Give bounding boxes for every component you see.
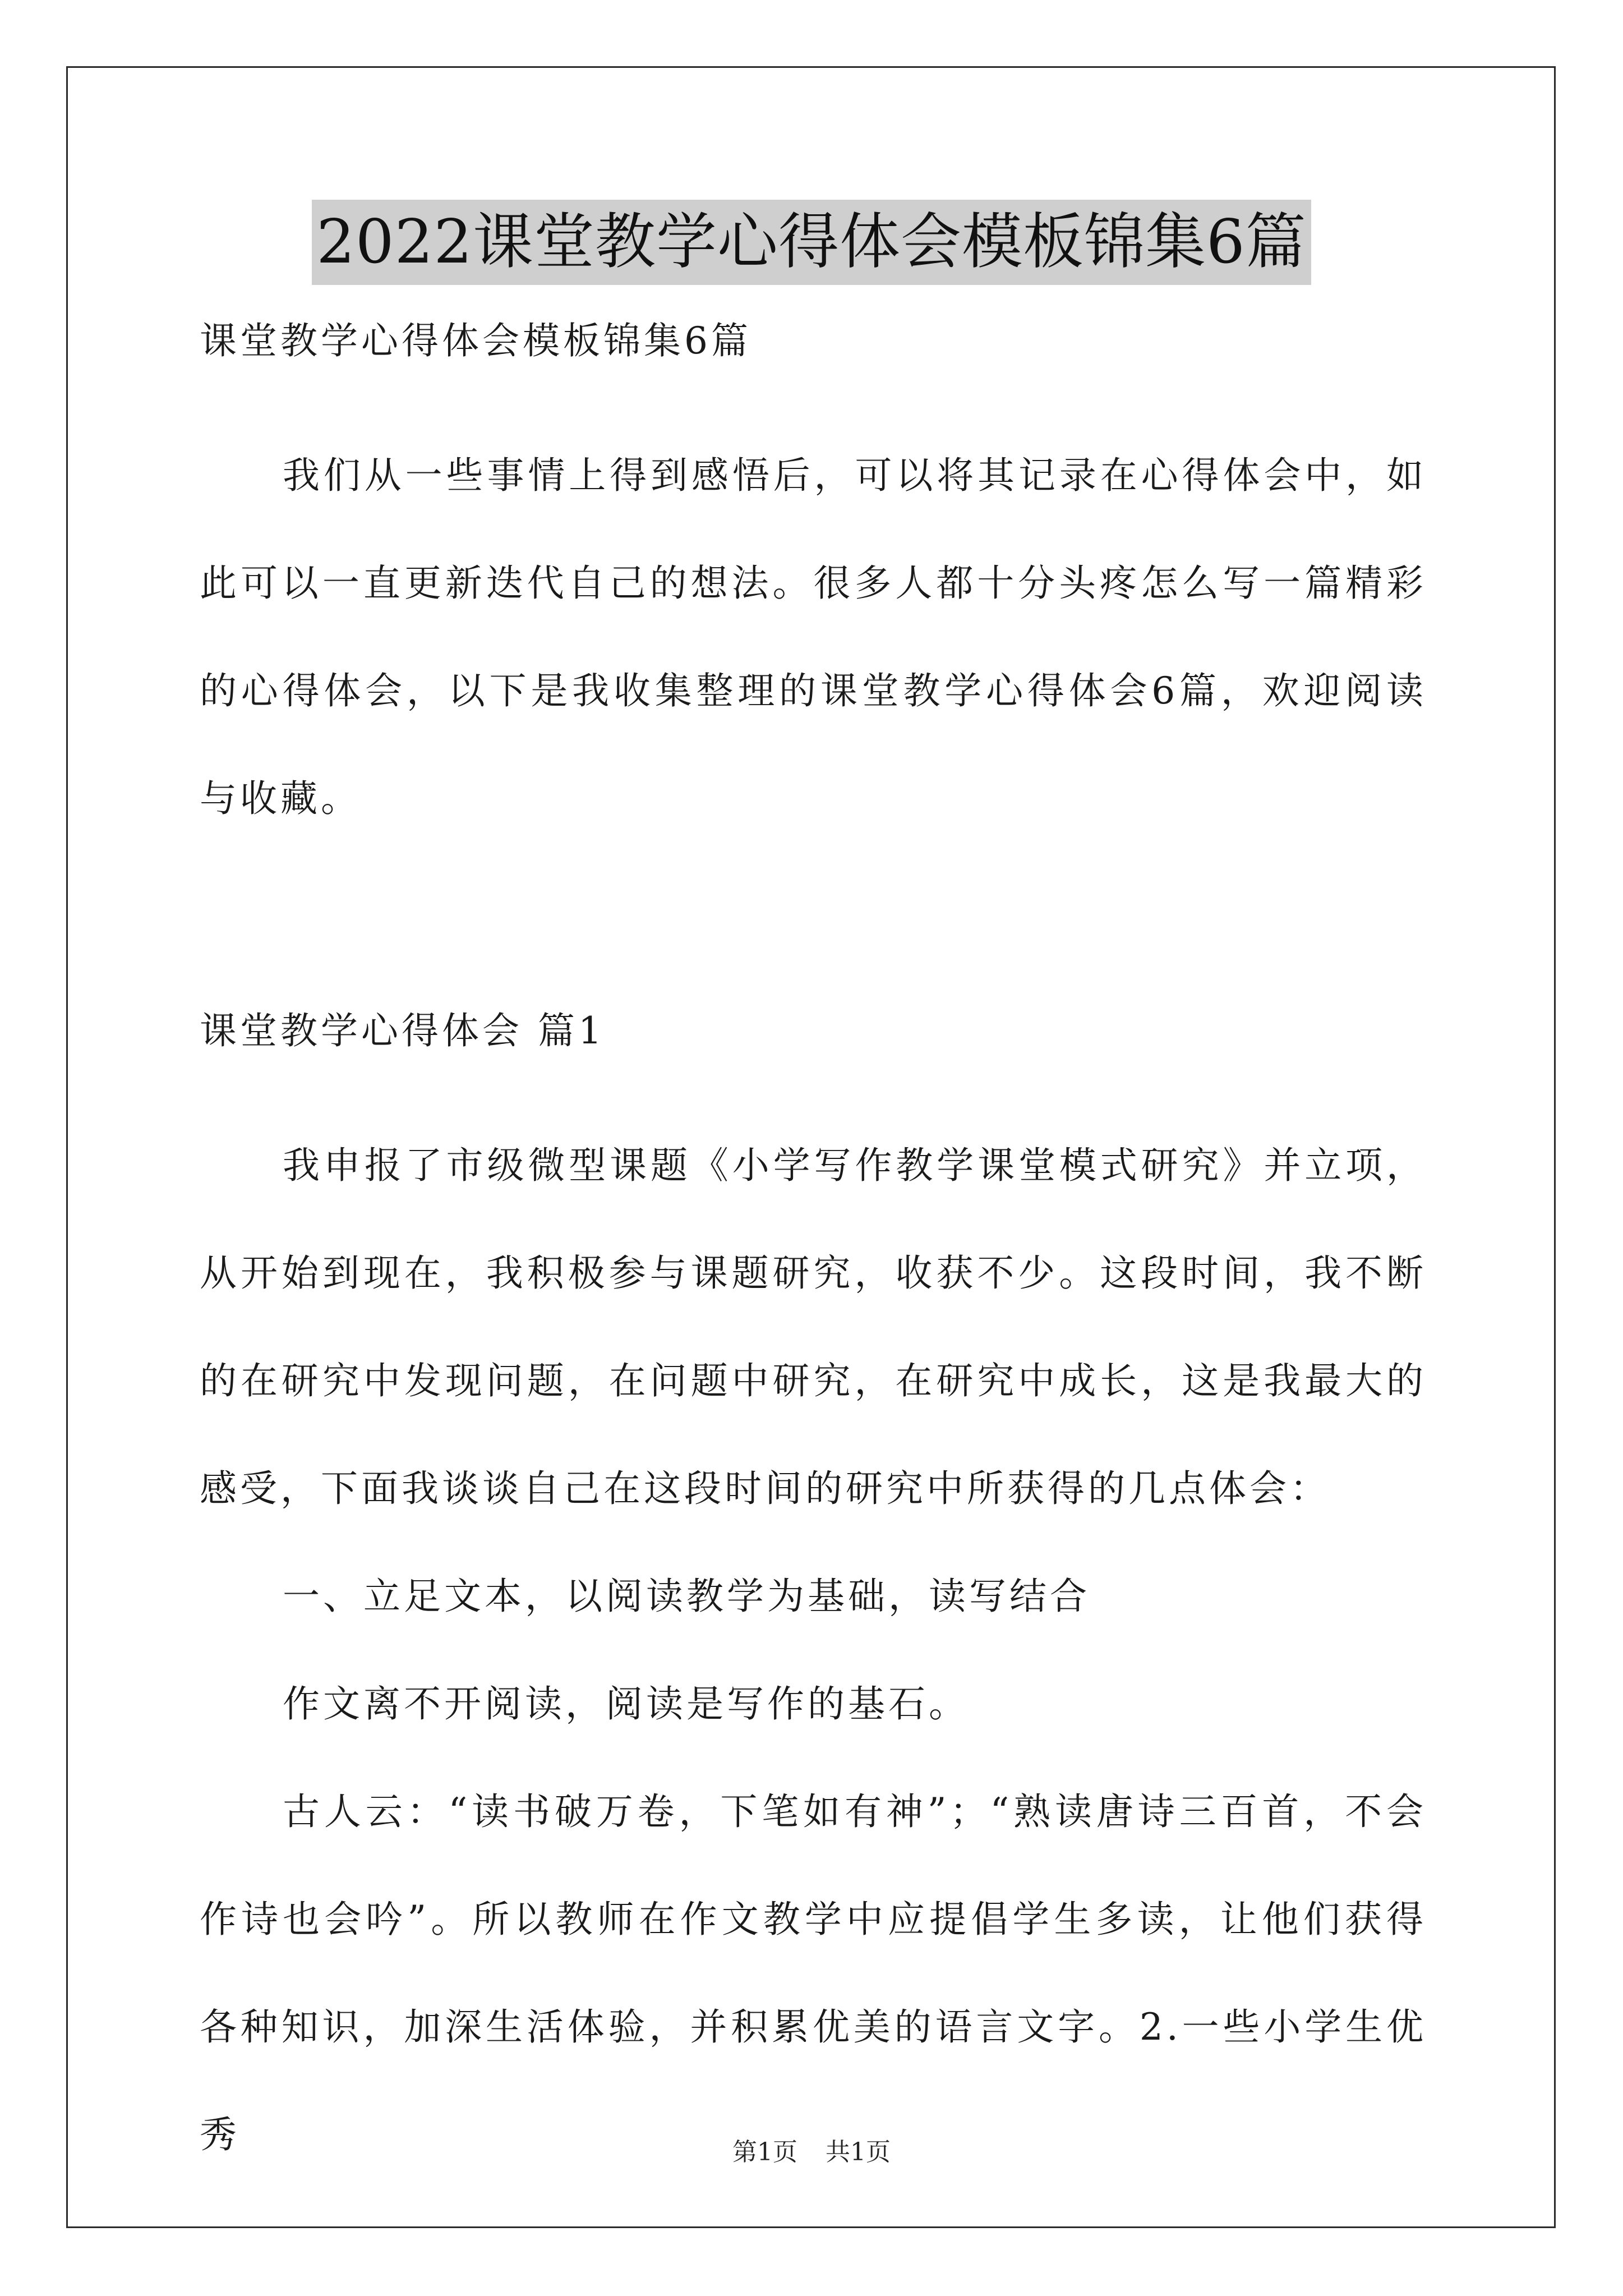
- title-container: [0, 200, 1623, 285]
- document-body: [200, 314, 1427, 2189]
- page-number-current: 第1页: [732, 2138, 797, 2166]
- section-paragraph: 我申报了市级微型课题《小学写作教学课堂模式研究》并立项，从开始到现在，我积极参与课题研究，收获不少。这段时间，我不断的在研究中发现问题，在问题中研究，在研究中成长，这是我最大的感受，下面我谈谈自己在这段时间的研究中所获得的几点体会：: [200, 1144, 1427, 1510]
- document-subtitle: 课堂教学心得体会模板锦集6篇: [200, 319, 751, 362]
- section-subheading: 一、立足文本，以阅读教学为基础，读写结合: [283, 1575, 1090, 1618]
- section-paragraph: 作文离不开阅读，阅读是写作的基石。: [283, 1682, 969, 1726]
- intro-paragraph: 我们从一些事情上得到感悟后，可以将其记录在心得体会中，如此可以一直更新迭代自己的想法。很多人都十分头疼怎么写一篇精彩的心得体会，以下是我收集整理的课堂教学心得体会6篇，欢迎阅读与收藏。: [200, 454, 1427, 820]
- document-title: 2022课堂教学心得体会模板锦集6篇: [312, 200, 1311, 285]
- page-number-total: 共1页: [826, 2138, 891, 2166]
- page-footer: [0, 2132, 1623, 2168]
- section-heading: 课堂教学心得体会 篇1: [200, 1009, 605, 1052]
- section-paragraph: 古人云：“读书破万卷，下笔如有神”；“熟读唐诗三百首，不会作诗也会吟”。所以教师在作文教学中应提倡学生多读，让他们获得各种知识，加深生活体验，并积累优美的语言文字。2.一些小学生优秀: [200, 1790, 1427, 2156]
